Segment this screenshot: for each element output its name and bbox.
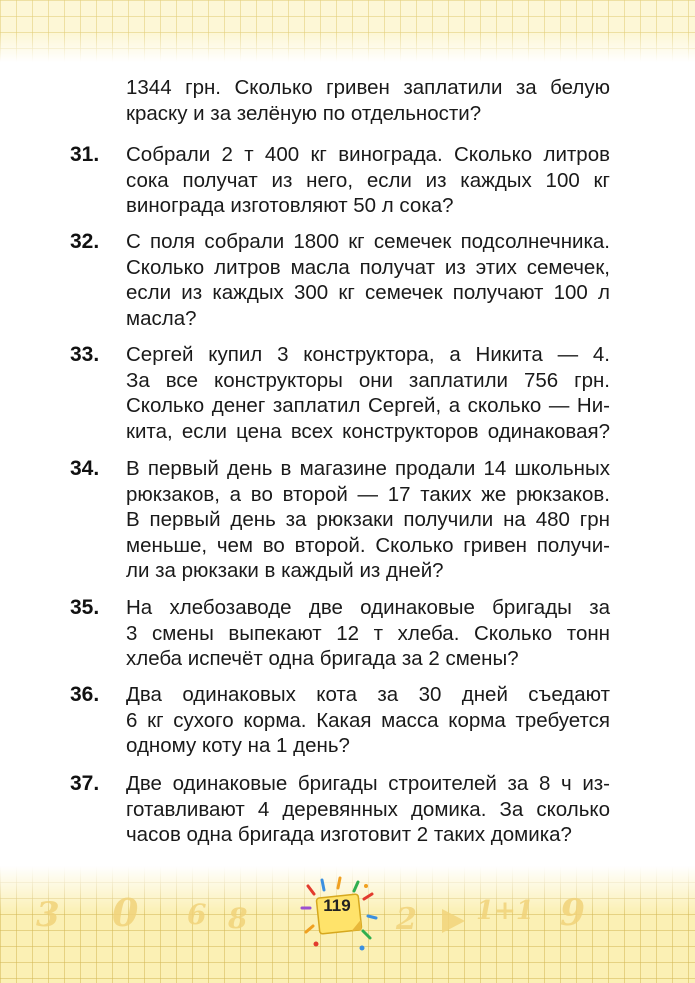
problem-line: Два одинаковых кота за 30 дней съедают [126,683,610,706]
problem-text [126,682,610,759]
problem-number: 36. [70,683,100,706]
problem-text [126,771,610,848]
problem-line: В первый день в магазине продали 14 школьных [126,457,610,480]
problem-line: если из каждых 300 кг семечек получают 100 л [126,281,610,304]
decor-digit: 9 [560,892,586,934]
decor-digit: 0 [112,890,139,935]
problem-line: Сколько денег заплатил Сергей, а сколько — Ни- [126,394,610,417]
problem-text [126,342,610,444]
intro-text [126,75,610,126]
problem-number: 34. [70,457,100,480]
problem-line: рюкзаков, а во второй — 17 таких же рюкзаков. [126,482,610,506]
problem-line: кита, если цена всех конструкторов одинаковая? [126,419,610,443]
problem-line: меньше, чем во второй. Сколько гривен получи- [126,533,610,557]
problem-line: винограда изготовляют 50 л сока? [126,194,454,217]
problem-line: 6 кг сухого корма. Какая масса корма требуется [126,708,610,732]
problem-text [126,142,610,219]
top-grid-band [0,0,695,62]
decor-digit: 1+1 [476,896,534,926]
problem-line: хлеба испечёт одна бригада за 2 смены? [126,647,519,670]
problem-number: 37. [70,772,100,795]
problem-line: С поля собрали 1800 кг семечек подсолнечника. [126,230,610,253]
problem-line: Сергей купил 3 конструктора, а Никита — 4. [126,343,610,366]
problem-line: 3 смены выпекают 12 т хлеба. Сколько тонн [126,621,610,645]
problem-number: 32. [70,230,100,253]
problem-line: одному коту на 1 день? [126,734,350,757]
page-number: 119 [323,896,351,915]
problem-line: ли за рюкзаки в каждый из дней? [126,559,444,582]
decor-digit: 3 [36,895,60,935]
decor-digit: 8 [228,902,248,935]
play-triangle-icon [438,906,468,936]
problem-line: На хлебозаводе две одинаковые бригады за [126,596,610,619]
problem-number: 35. [70,596,100,619]
problem-line: масла? [126,306,197,330]
decor-digit: 2 [396,902,417,937]
problem-line: Собрали 2 т 400 кг винограда. Сколько литров [126,143,610,166]
problem-text [126,229,610,331]
problem-number: 33. [70,343,100,366]
intro-line: краску и за зелёную по отдельности? [126,101,482,125]
problem-line: сока получат из него, если из каждых 100 кг [126,168,610,192]
problem-line: За все конструкторы они заплатили 756 грн. [126,368,610,392]
problem-text [126,595,610,672]
problem-text [126,456,610,584]
problem-line: часов одна бригада изготовит 2 таких домика? [126,823,572,846]
problem-line: В первый день за рюкзаки получили на 480 грн [126,508,610,531]
problem-number: 31. [70,143,100,166]
intro-line: 1344 грн. Сколько гривен заплатили за белую [126,76,610,99]
decor-digit: 6 [187,898,207,931]
problem-line: готавливают 4 деревянных домика. За сколько [126,797,610,821]
problem-line: Сколько литров масла получат из этих семечек, [126,255,610,279]
problem-line: Две одинаковые бригады строителей за 8 ч из- [126,772,610,795]
